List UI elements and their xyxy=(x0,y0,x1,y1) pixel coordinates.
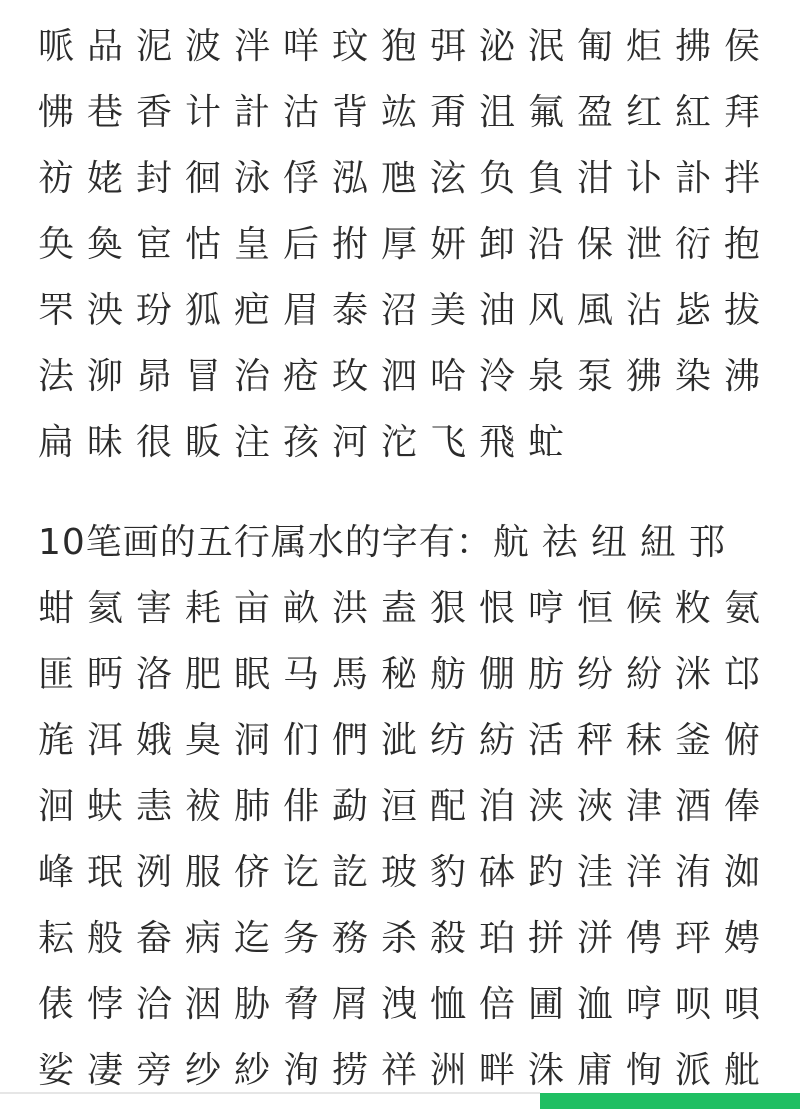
text-line: 旄洱娥臭洞们們泚纺紡活秤秣釜俯 xyxy=(38,720,774,761)
bottom-divider xyxy=(0,1092,540,1094)
text-line: 扁昧很眅注孩河沱飞飛虻 xyxy=(38,422,578,463)
text-line: 娑凄旁纱紗洵捞祥洲畔洙庯恂派舭 xyxy=(38,1050,774,1091)
section-heading xyxy=(38,510,778,576)
text-line: 哌品泥波泮咩玟狍弭泌泯匍炬拂侯 xyxy=(38,26,774,67)
section-heading-chars: 航祛纽紐邘 xyxy=(492,522,738,563)
text-line: 奂奐宦怙皇后拊厚妍卸沿保泄衍抱 xyxy=(38,224,774,265)
text-line: 耘般畚病迄务務杀殺珀拼洴俜玶娉 xyxy=(38,918,774,959)
text-line: 罘泱玢狐疤眉泰沼美油风風沾毖拔 xyxy=(38,290,774,331)
text-line: 怫巷香计計沽背竑甭沮氟盈红紅拜 xyxy=(38,92,774,133)
bottom-accent-bar xyxy=(540,1093,800,1109)
text-line: 峰珉洌服侪讫訖玻豹砵趵洼洋洧洳 xyxy=(38,852,774,893)
text-line: 法泖昴冒治疮玫泗哈泠泉泵狒染沸 xyxy=(38,356,774,397)
character-list-section-1 xyxy=(38,14,778,476)
character-list-section-2 xyxy=(38,510,778,1104)
text-line: 匪眄洛肥眠马馬秘舫倗肪纷紛洣邙 xyxy=(38,654,774,695)
text-line: 俵悖洽洇胁脅屑洩恤倍圃洫哼呗唄 xyxy=(38,984,774,1025)
text-line: 蚶氦害耗亩畝洪盍狠恨哼恒候敉氨 xyxy=(38,588,774,629)
text-line: 祊姥封徊泳俘泓虺泫负負泔讣訃拌 xyxy=(38,158,774,199)
section-heading-label: 10笔画的五行属水的字有： xyxy=(38,522,493,563)
text-line: 洄蚨恚袚肺俳勐洹配洎浃浹津酒俸 xyxy=(38,786,774,827)
